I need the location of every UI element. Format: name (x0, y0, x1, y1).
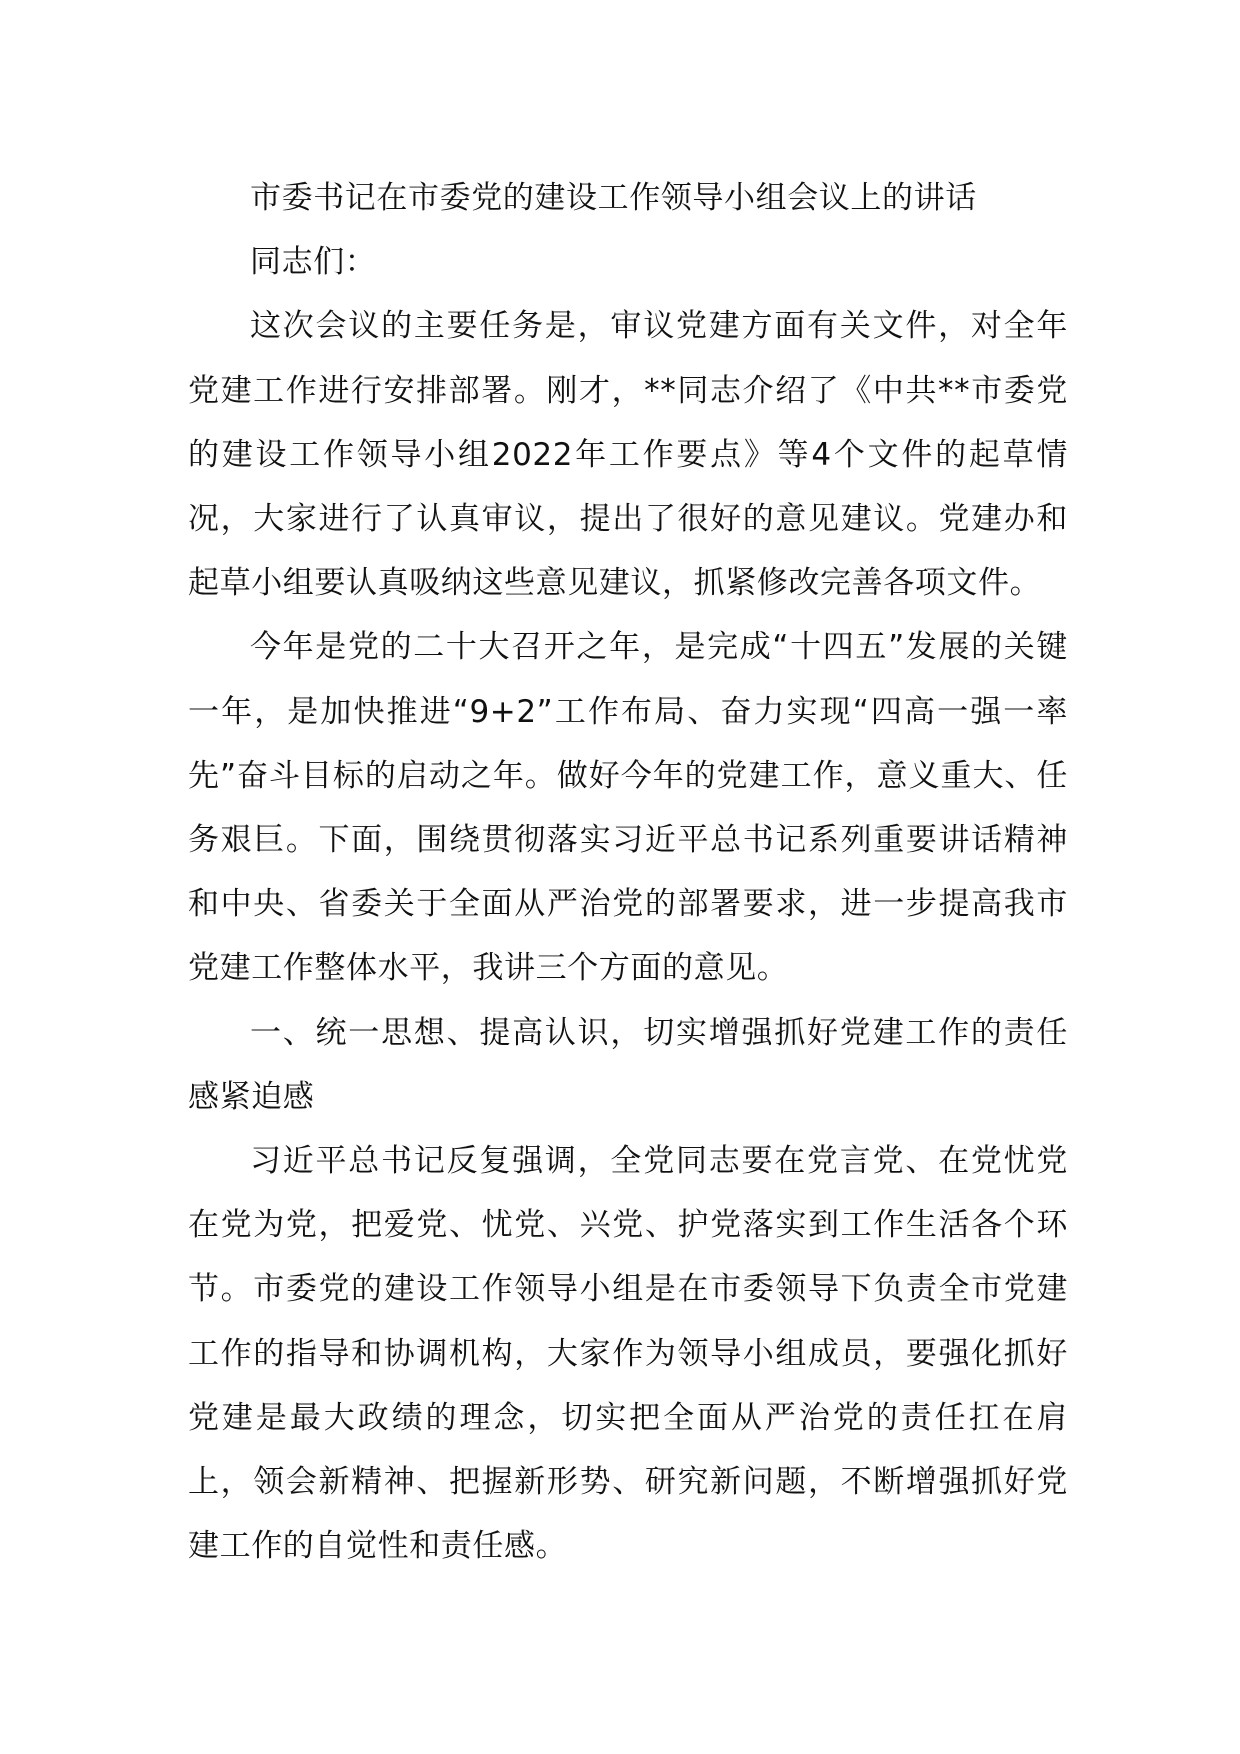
section-heading: 一、统一思想、提高认识，切实增强抓好党建工作的责任感紧迫感 (188, 1014, 1068, 1115)
paragraph: 今年是党的二十大召开之年，是完成“十四五”发展的关键一年，是加快推进“9+2”工作布局、奋力实现“四高一强一率先”奋斗目标的启动之年。做好今年的党建工作，意义重大、任务艰巨。下面，围绕贯彻落实习近平总书记系列重要讲话精神和中央、省委关于全面从严治党的部署要求，进一步提高我市党建工作整体水平，我讲三个方面的意见。 (188, 629, 1068, 987)
paragraph: 这次会议的主要任务是，审议党建方面有关文件，对全年党建工作进行安排部署。刚才，**同志介绍了《中共**市委党的建设工作领导小组2022年工作要点》等4个文件的起草情况，大家进行了认真审议，提出了很好的意见建议。党建办和起草小组要认真吸纳这些意见建议，抓紧修改完善各项文件。 (188, 308, 1068, 602)
salutation: 同志们： (250, 244, 377, 281)
paragraph: 习近平总书记反复强调，全党同志要在党言党、在党忧党在党为党，把爱党、忧党、兴党、护党落实到工作生活各个环节。市委党的建设工作领导小组是在市委领导下负责全市党建工作的指导和协调机构，大家作为领导小组成员，要强化抓好党建是最大政绩的理念，切实把全面从严治党的责任扛在肩上，领会新精神、把握新形势、研究新问题，不断增强抓好党建工作的自觉性和责任感。 (188, 1143, 1068, 1565)
document-body (188, 166, 1068, 1578)
document-title: 市委书记在市委党的建设工作领导小组会议上的讲话 (250, 180, 977, 216)
